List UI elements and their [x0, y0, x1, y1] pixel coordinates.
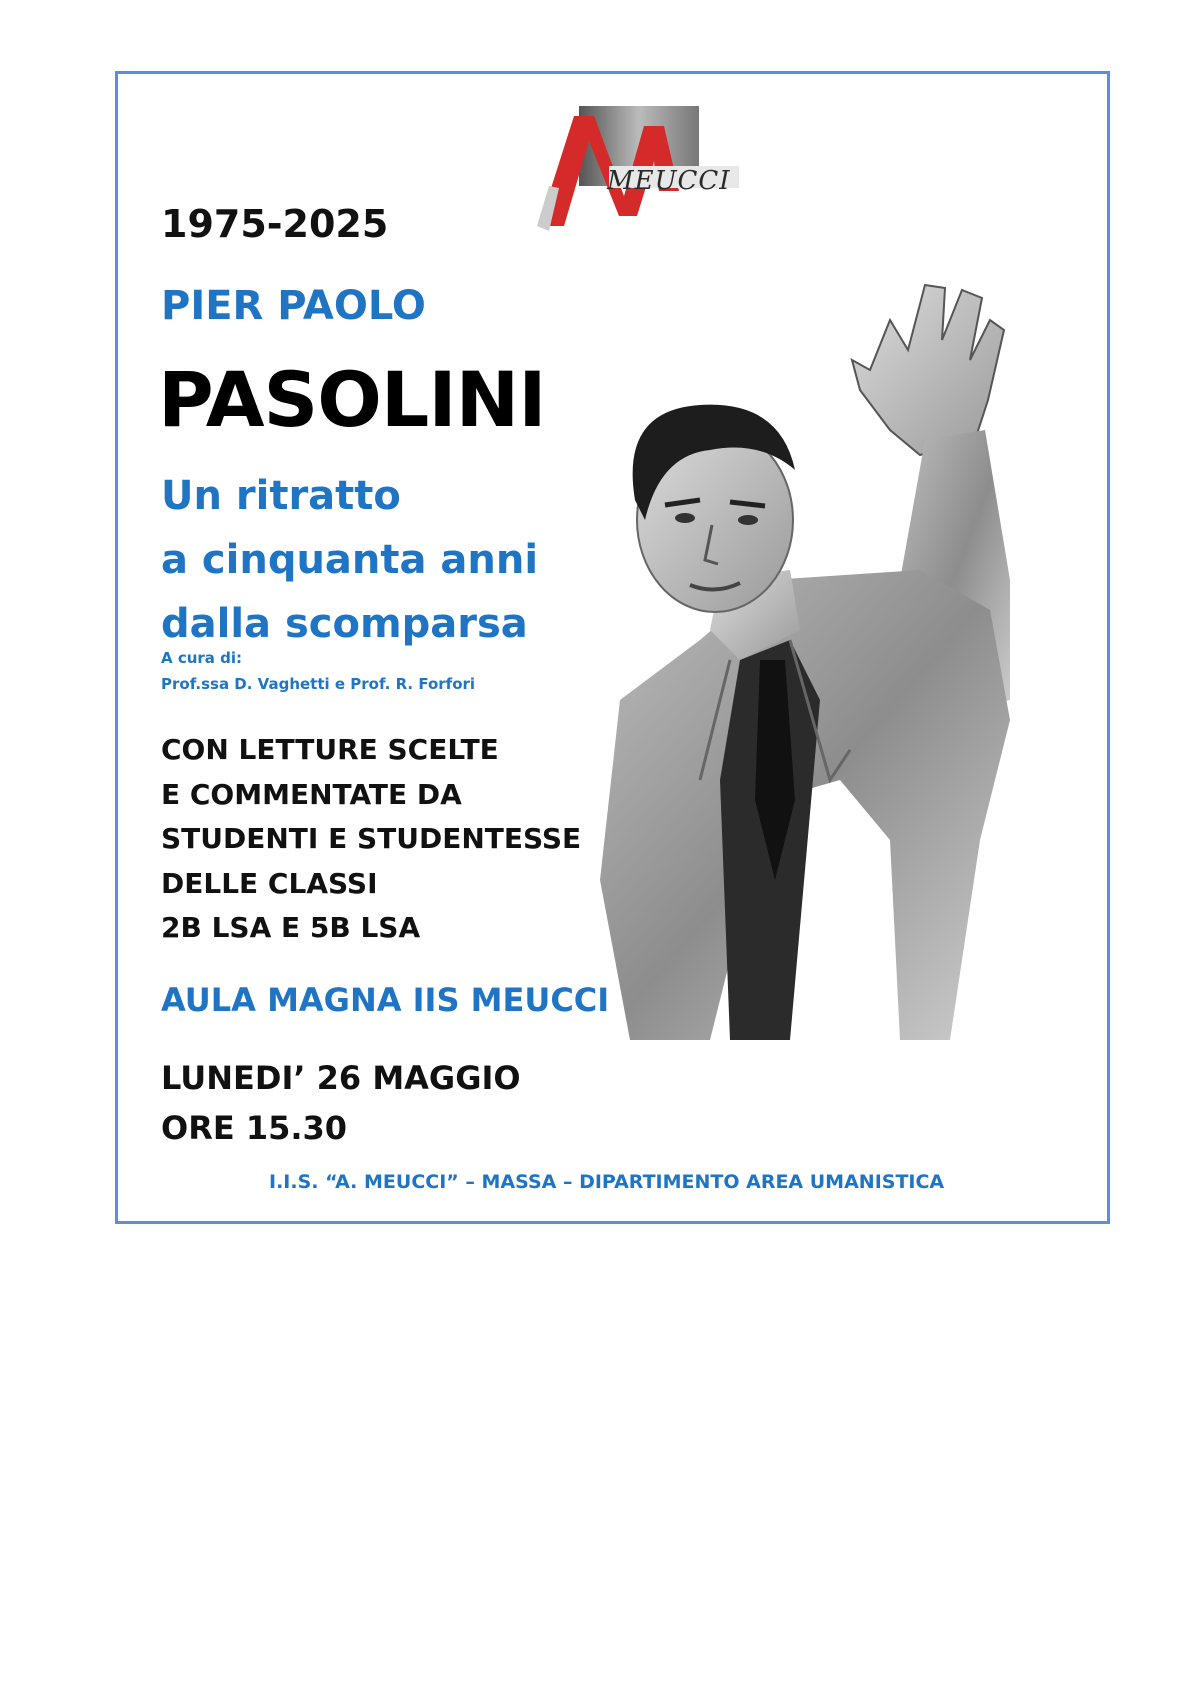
subtitle-line: Un ritratto: [161, 473, 401, 519]
readings-line: STUDENTI E STUDENTESSE: [161, 822, 582, 855]
date-line: LUNEDI’ 26 MAGGIO: [161, 1059, 521, 1097]
first-name: PIER PAOLO: [161, 283, 426, 329]
curators: Prof.ssa D. Vaghetti e Prof. R. Forfori: [161, 675, 476, 693]
readings-line: 2B LSA E 5B LSA: [161, 911, 421, 944]
school-logo: [519, 96, 741, 241]
footer-institution: I.I.S. “A. MEUCCI” – MASSA – DIPARTIMENTO AREA UMANISTICA: [269, 1171, 945, 1193]
pasolini-portrait: [590, 280, 1100, 1120]
readings-description: [161, 728, 581, 951]
subtitle: [161, 464, 538, 656]
subtitle-line: a cinquanta anni: [161, 537, 539, 583]
event-date: [161, 1053, 521, 1153]
subtitle-line: dalla scomparsa: [161, 601, 528, 647]
readings-line: E COMMENTATE DA: [161, 777, 462, 811]
time-line: ORE 15.30: [161, 1109, 348, 1147]
anniversary-years: 1975-2025: [161, 202, 389, 246]
event-venue: AULA MAGNA IIS MEUCCI: [161, 981, 610, 1019]
readings-line: DELLE CLASSI: [161, 866, 378, 900]
curator-label: A cura di:: [161, 649, 243, 667]
surname: PASOLINI: [158, 355, 546, 444]
readings-line: CON LETTURE SCELTE: [161, 733, 499, 766]
logo-wordmark: MEUCCI: [607, 166, 731, 196]
